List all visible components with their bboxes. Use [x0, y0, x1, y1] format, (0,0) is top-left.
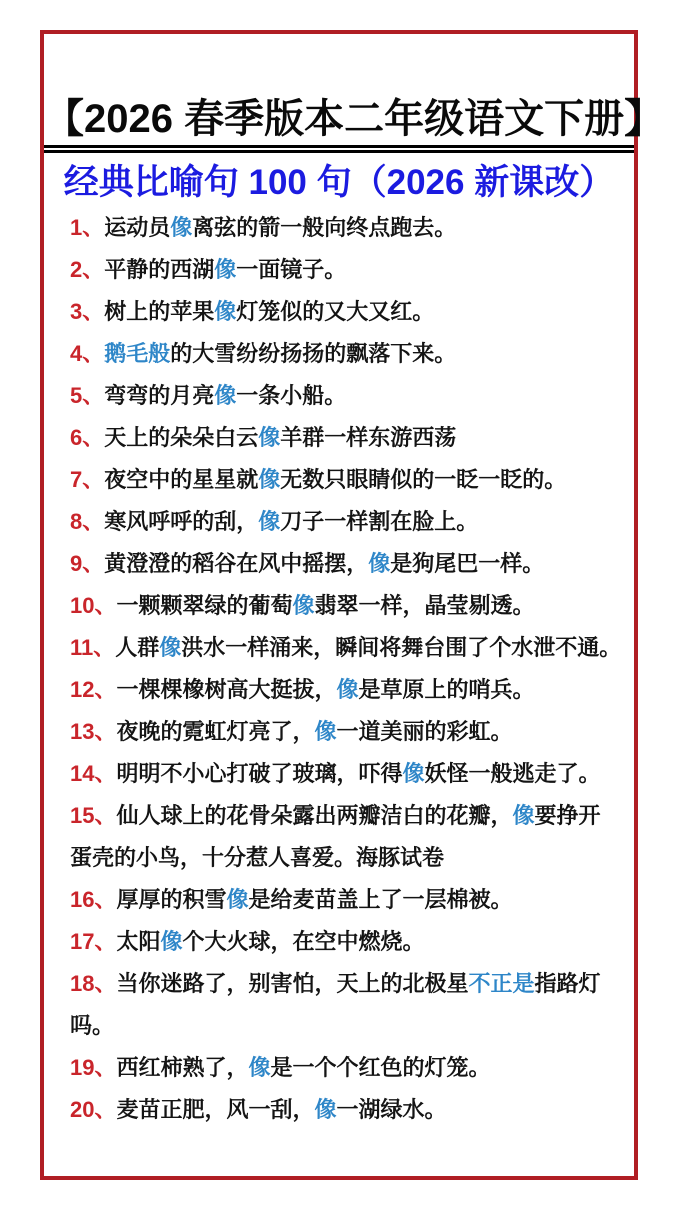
highlighted-word: 像	[336, 677, 359, 702]
sentence-text: 黄澄澄的稻谷在风中摇摆，	[104, 551, 369, 576]
highlighted-word: 像	[512, 803, 535, 828]
highlighted-word: 像	[258, 467, 281, 492]
sentence-item	[70, 711, 622, 753]
sentence-number: 12、	[70, 677, 117, 702]
sentence-text: 当你迷路了，别害怕，天上的北极星	[116, 971, 469, 996]
sentence-item	[70, 249, 622, 291]
highlighted-word: 像	[314, 719, 337, 744]
highlighted-word: 像	[248, 1055, 271, 1080]
sentence-text: 一条小船。	[236, 383, 347, 408]
sentence-text: 灯笼似的又大又红。	[236, 299, 435, 324]
sentence-number: 5、	[70, 383, 105, 408]
highlighted-word: 像	[258, 509, 281, 534]
sentence-text: 麦苗正肥，风一刮，	[116, 1097, 315, 1122]
sentence-item	[70, 585, 622, 627]
sentence-text: 无数只眼睛似的一眨一眨的。	[280, 467, 567, 492]
page-title: 【2026 春季版本二年级语文下册】	[44, 97, 665, 141]
sentence-number: 14、	[70, 761, 117, 786]
sentence-text: 厚厚的积雪	[116, 887, 227, 912]
sentence-text: 一道美丽的彩虹。	[336, 719, 513, 744]
sentence-text: 平静的西湖	[104, 257, 215, 282]
sentence-text: 刀子一样割在脸上。	[280, 509, 479, 534]
highlighted-word: 像	[214, 299, 237, 324]
sentence-item	[70, 879, 622, 921]
sentence-number: 19、	[70, 1055, 117, 1080]
sentence-item	[70, 543, 622, 585]
sentence-text: 是狗尾巴一样。	[390, 551, 545, 576]
sentence-text: 夜晚的霓虹灯亮了，	[116, 719, 315, 744]
sentence-item	[70, 1089, 622, 1131]
highlighted-word: 像	[170, 215, 193, 240]
sentence-text: 西红柿熟了，	[116, 1055, 249, 1080]
sentence-number: 20、	[70, 1097, 117, 1122]
sentence-number: 9、	[70, 551, 105, 576]
sentence-number: 13、	[70, 719, 117, 744]
sentence-item	[70, 333, 622, 375]
sentence-item	[70, 375, 622, 417]
sentence-item	[70, 501, 622, 543]
sentence-text: 一湖绿水。	[336, 1097, 447, 1122]
sentence-number: 11、	[70, 635, 116, 660]
sentence-number: 3、	[70, 299, 105, 324]
sentence-number: 2、	[70, 257, 105, 282]
highlighted-word: 像	[368, 551, 391, 576]
sentence-item	[70, 627, 622, 669]
highlighted-word: 鹅毛般	[104, 341, 171, 366]
page-border-frame	[40, 30, 665, 1180]
sentence-number: 4、	[70, 341, 105, 366]
sentence-text: 的大雪纷纷扬扬的飘落下来。	[170, 341, 457, 366]
highlighted-word: 像	[292, 593, 315, 618]
sentence-number: 1、	[70, 215, 105, 240]
sentence-number: 8、	[70, 509, 105, 534]
sentence-item	[70, 669, 622, 711]
sentence-item	[70, 795, 622, 879]
sentence-text: 是草原上的哨兵。	[358, 677, 535, 702]
sentence-text: 羊群一样东游西荡	[280, 425, 457, 450]
sentence-number: 18、	[70, 971, 117, 996]
highlighted-word: 像	[214, 257, 237, 282]
sentence-text: 洪水一样涌来，瞬间将舞台围了个水泄不通。	[181, 635, 622, 660]
sentence-text: 天上的朵朵白云	[104, 425, 259, 450]
highlighted-word: 像	[160, 929, 183, 954]
sentence-text: 个大火球，在空中燃烧。	[182, 929, 425, 954]
sentence-text: 是一个个红色的灯笼。	[270, 1055, 491, 1080]
sentence-text: 人群	[115, 635, 160, 660]
sentence-text: 明明不小心打破了玻璃，吓得	[116, 761, 403, 786]
sentence-item	[70, 291, 622, 333]
sentence-text: 寒风呼呼的刮，	[104, 509, 259, 534]
sentence-text: 要挣开蛋壳的小鸟，十分惹人喜爱。海豚试卷	[70, 803, 601, 870]
sentence-item	[70, 417, 622, 459]
sentence-item	[70, 459, 622, 501]
sentence-text: 指路灯吗。	[70, 971, 601, 1038]
sentence-text: 是给麦苗盖上了一层棉被。	[248, 887, 513, 912]
sentence-text: 太阳	[116, 929, 161, 954]
sentence-text: 夜空中的星星就	[104, 467, 259, 492]
sentence-text: 一颗颗翠绿的葡萄	[116, 593, 293, 618]
highlighted-word: 不正是	[468, 971, 535, 996]
sentence-item	[70, 753, 622, 795]
sentence-list	[44, 207, 634, 1131]
sentence-text: 树上的苹果	[104, 299, 215, 324]
sentence-text: 运动员	[104, 215, 171, 240]
sentence-text: 离弦的箭一般向终点跑去。	[192, 215, 457, 240]
sentence-text: 妖怪一般逃走了。	[424, 761, 601, 786]
sentence-number: 10、	[70, 593, 117, 618]
sentence-text: 弯弯的月亮	[104, 383, 215, 408]
highlighted-word: 像	[314, 1097, 337, 1122]
sentence-number: 6、	[70, 425, 105, 450]
sentence-number: 17、	[70, 929, 117, 954]
page-subtitle: 经典比喻句 100 句（2026 新课改）	[63, 163, 615, 202]
highlighted-word: 像	[159, 635, 182, 660]
sentence-item	[70, 963, 622, 1047]
sentence-number: 15、	[70, 803, 117, 828]
title-underline-rule	[44, 96, 665, 153]
sentence-text: 翡翠一样，晶莹剔透。	[314, 593, 535, 618]
sentence-item	[70, 921, 622, 963]
sentence-number: 7、	[70, 467, 105, 492]
sentence-item	[70, 207, 622, 249]
sentence-text: 仙人球上的花骨朵露出两瓣洁白的花瓣，	[116, 803, 513, 828]
highlighted-word: 像	[226, 887, 249, 912]
sentence-item	[70, 1047, 622, 1089]
sentence-number: 16、	[70, 887, 117, 912]
sentence-text: 一棵棵橡树高大挺拔，	[116, 677, 337, 702]
highlighted-word: 像	[402, 761, 425, 786]
highlighted-word: 像	[258, 425, 281, 450]
sentence-text: 一面镜子。	[236, 257, 347, 282]
highlighted-word: 像	[214, 383, 237, 408]
